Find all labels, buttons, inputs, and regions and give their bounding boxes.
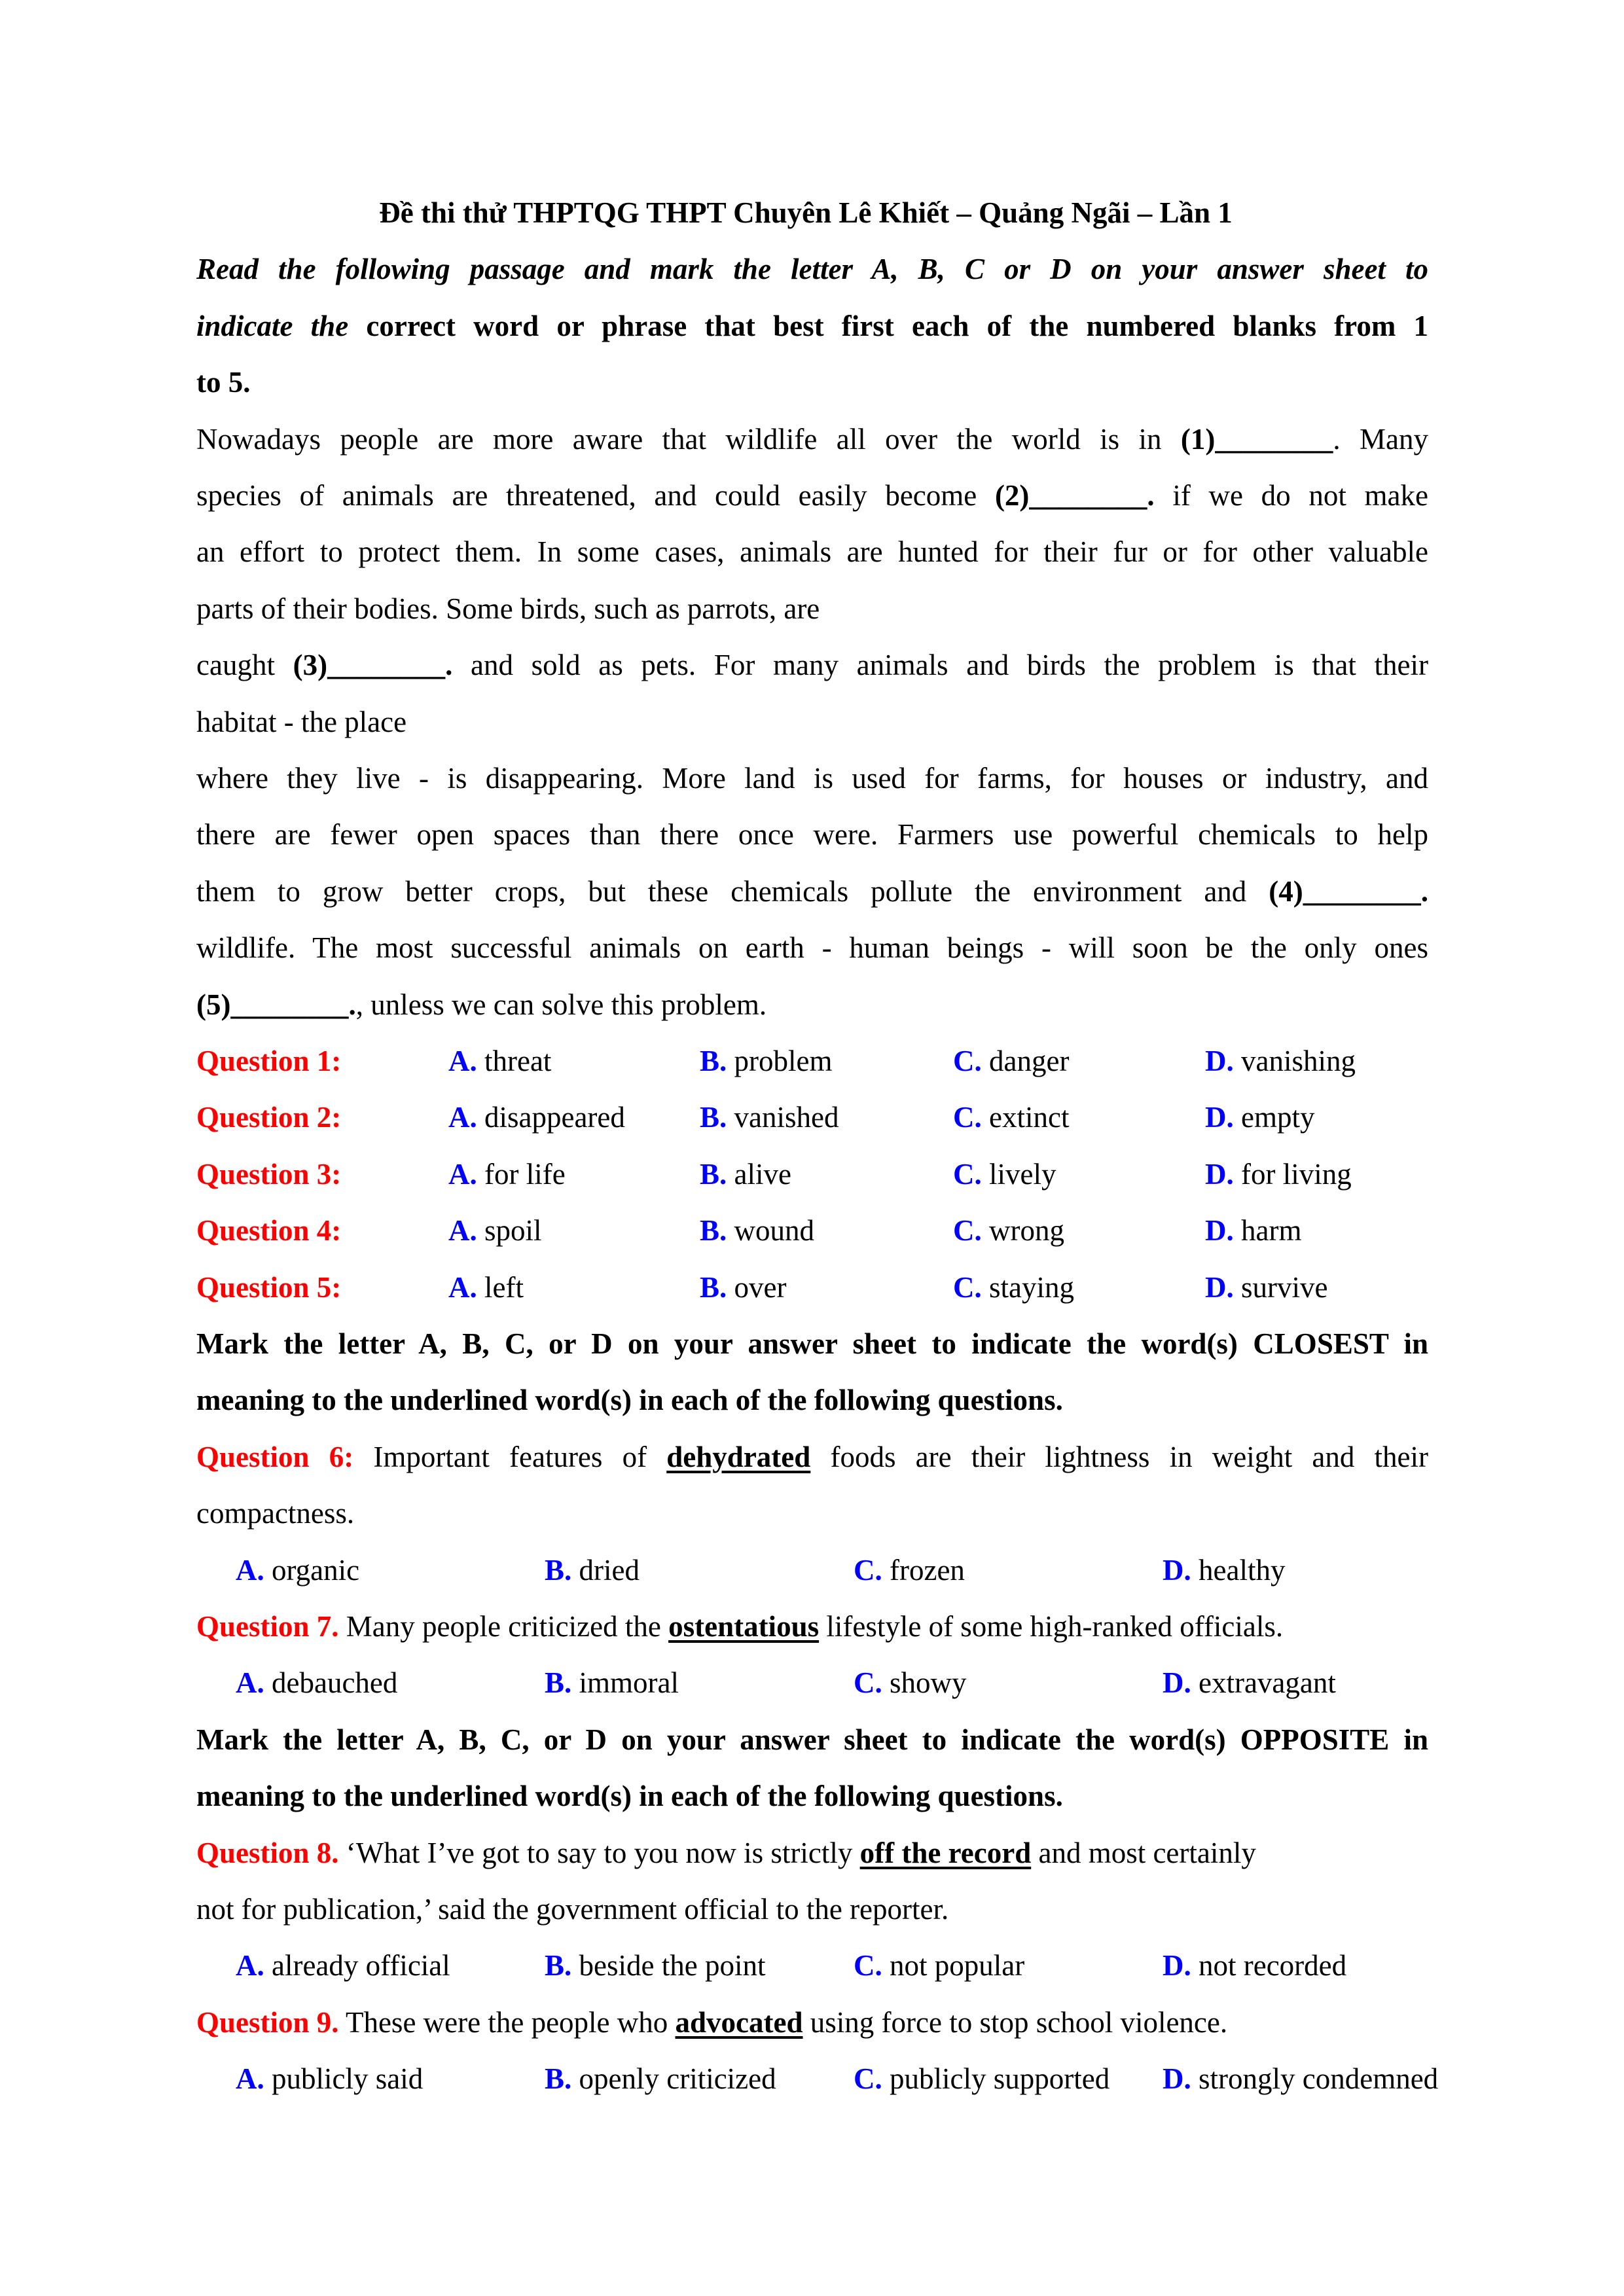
blank-2: (2)________. [994, 479, 1155, 512]
option-letter: A. [448, 1270, 477, 1304]
option-text: healthy [1199, 1553, 1286, 1587]
passage-line: where they live - is disappearing. More land is used for farms, for houses or industry, and [196, 762, 1428, 795]
question-row-1 [196, 1033, 1428, 1089]
question-label: Question 3: [196, 1157, 342, 1191]
option-letter: C. [953, 1157, 982, 1191]
option-a[interactable] [448, 1033, 551, 1089]
option-letter: D. [1205, 1270, 1234, 1304]
exam-page [196, 185, 1439, 2108]
option-text: disappeared [484, 1101, 625, 1134]
option-letter: B. [700, 1214, 727, 1247]
stem-text: and most certainly [1031, 1836, 1256, 1869]
option-letter: D. [1163, 1666, 1191, 1700]
option-letter: D. [1163, 2062, 1191, 2096]
passage-line [196, 411, 1428, 467]
option-text: strongly condemned [1199, 2062, 1439, 2096]
stem-text: foods are their lightness in weight and their [810, 1440, 1429, 1473]
passage-text: them to grow better crops, but these chemicals pollute the environment and [196, 874, 1269, 908]
option-text: publicly said [272, 2062, 424, 2096]
option-letter: C. [953, 1270, 982, 1304]
option-text: over [734, 1270, 787, 1304]
option-text: threat [484, 1045, 552, 1078]
option-letter: A. [236, 1553, 264, 1587]
instruction-bold: correct word or phrase that best first each of the numbered blanks from 1 [348, 309, 1429, 342]
option-c[interactable] [953, 1259, 1074, 1316]
option-text: wrong [989, 1214, 1064, 1247]
question-row-4 [196, 1202, 1428, 1259]
option-d[interactable] [1163, 1542, 1285, 1598]
instruction-line: meaning to the underlined word(s) in each of the following questions. [196, 1384, 1063, 1417]
question-row-2 [196, 1089, 1428, 1145]
option-text: staying [989, 1270, 1074, 1304]
question-label: Question 8. [196, 1836, 339, 1869]
option-letter: C. [854, 1553, 882, 1587]
option-letter: A. [448, 1045, 477, 1078]
passage-line: an effort to protect them. In some cases, animals are hunted for their fur or for other valuable [196, 535, 1428, 569]
stem-text: Many people criticized the [338, 1610, 669, 1643]
question-6-stem-cont: compactness. [196, 1497, 355, 1530]
option-letter: D. [1205, 1214, 1234, 1247]
instruction-line: Mark the letter A, B, C, or D on your answer sheet to indicate the word(s) OPPOSITE in [196, 1723, 1428, 1756]
option-d[interactable] [1205, 1089, 1314, 1145]
passage-line [196, 863, 1428, 920]
option-text: beside the point [579, 1949, 766, 1982]
option-text: showy [890, 1666, 967, 1700]
option-letter: A. [236, 1666, 264, 1700]
option-text: lively [989, 1157, 1056, 1191]
passage-text: Nowadays people are more aware that wildlife all over the world is in [196, 422, 1181, 456]
passage-text: species of animals are threatened, and could easily become [196, 479, 995, 512]
question-6-options [196, 1542, 1428, 1598]
option-text: immoral [579, 1666, 679, 1700]
underlined-word: dehydrated [666, 1440, 811, 1473]
option-text: debauched [272, 1666, 398, 1700]
option-letter: D. [1163, 1949, 1191, 1982]
option-c[interactable] [953, 1033, 1069, 1089]
option-letter: B. [545, 1666, 572, 1700]
option-a[interactable] [448, 1089, 625, 1145]
option-c[interactable] [854, 1655, 967, 1711]
instruction-italic: indicate the [196, 309, 349, 342]
option-text: for life [484, 1157, 566, 1191]
option-letter: C. [953, 1101, 982, 1134]
instruction-line: Read the following passage and mark the letter A, B, C or D on your answer sheet to [196, 253, 1428, 286]
blank-3: (3)________. [293, 649, 453, 682]
option-text: survive [1241, 1270, 1328, 1304]
option-text: wound [734, 1214, 815, 1247]
option-letter: B. [700, 1157, 727, 1191]
option-b[interactable] [545, 1542, 640, 1598]
passage-line [196, 637, 1428, 693]
option-b[interactable] [700, 1033, 832, 1089]
question-8-stem-cont: not for publication,’ said the government official to the reporter. [196, 1893, 949, 1926]
question-label: Question 4: [196, 1214, 342, 1247]
question-label: Question 1: [196, 1045, 342, 1078]
option-d[interactable] [1163, 1655, 1336, 1711]
option-text: harm [1241, 1214, 1302, 1247]
option-letter: C. [953, 1214, 982, 1247]
option-a[interactable] [448, 1146, 566, 1202]
option-text: for living [1241, 1157, 1352, 1191]
option-b[interactable] [545, 1655, 679, 1711]
stem-text: using force to stop school violence. [803, 2005, 1228, 2039]
question-8-options [196, 1937, 1428, 1994]
option-letter: D. [1205, 1101, 1234, 1134]
option-letter: B. [700, 1045, 727, 1078]
underlined-word: off the record [859, 1836, 1032, 1869]
option-c[interactable] [953, 1089, 1069, 1145]
option-text: dried [579, 1553, 640, 1587]
question-row-3 [196, 1146, 1428, 1202]
option-letter: C. [854, 2062, 882, 2096]
option-text: problem [734, 1045, 833, 1078]
stem-text: Important features of [353, 1440, 667, 1473]
option-letter: A. [448, 1157, 477, 1191]
option-c[interactable] [854, 2051, 1110, 2107]
passage-text: and sold as pets. For many animals and birds the problem is that their [452, 649, 1428, 682]
option-letter: B. [545, 1553, 572, 1587]
option-c[interactable] [854, 1937, 1024, 1994]
option-b[interactable] [700, 1202, 814, 1259]
option-text: not recorded [1199, 1949, 1347, 1982]
option-d[interactable] [1163, 1937, 1346, 1994]
question-label: Question 9. [196, 2005, 339, 2039]
instruction-line: Mark the letter A, B, C, or D on your answer sheet to indicate the word(s) CLOSEST in [196, 1327, 1428, 1361]
option-text: frozen [890, 1553, 965, 1587]
option-d[interactable] [1205, 1202, 1301, 1259]
passage-line: parts of their bodies. Some birds, such as parrots, are [196, 592, 820, 625]
instruction-line [196, 298, 1428, 354]
passage-text: caught [196, 649, 293, 682]
option-text: extravagant [1199, 1666, 1336, 1700]
option-text: vanishing [1241, 1045, 1356, 1078]
question-9-stem [196, 1994, 1428, 2051]
option-text: extinct [989, 1101, 1070, 1134]
question-9-options [196, 2051, 1439, 2107]
option-letter: A. [236, 1949, 264, 1982]
option-letter: D. [1163, 1553, 1191, 1587]
option-d[interactable] [1205, 1259, 1327, 1316]
passage-line [196, 977, 1428, 1033]
option-letter: B. [700, 1101, 727, 1134]
option-b[interactable] [700, 1259, 786, 1316]
option-b[interactable] [700, 1089, 839, 1145]
option-letter: D. [1205, 1157, 1234, 1191]
option-text: danger [989, 1045, 1070, 1078]
underlined-word: advocated [675, 2005, 803, 2039]
question-8-stem [196, 1825, 1428, 1881]
passage-line [196, 467, 1428, 524]
option-letter: A. [448, 1214, 477, 1247]
exam-title: Đề thi thử THPTQG THPT Chuyên Lê Khiết – Quảng Ngãi – Lần 1 [379, 196, 1233, 229]
option-d[interactable] [1205, 1033, 1356, 1089]
stem-text: lifestyle of some high-ranked officials. [819, 1610, 1284, 1643]
option-letter: A. [236, 2062, 264, 2096]
stem-text: ‘What I’ve got to say to you now is strictly [338, 1836, 860, 1869]
option-c[interactable] [953, 1146, 1056, 1202]
option-letter: B. [545, 2062, 572, 2096]
cloze-questions [196, 1033, 1428, 1316]
instruction-line: to 5. [196, 366, 251, 399]
question-label: Question 5: [196, 1270, 342, 1304]
option-b[interactable] [700, 1146, 791, 1202]
option-text: already official [272, 1949, 450, 1982]
passage-line: wildlife. The most successful animals on earth - human beings - will soon be the only ones [196, 931, 1428, 965]
question-label: Question 2: [196, 1101, 342, 1134]
passage-text: . Many [1333, 422, 1428, 456]
question-7-stem [196, 1598, 1428, 1655]
option-a[interactable] [236, 1655, 397, 1711]
option-text: vanished [734, 1101, 839, 1134]
stem-text: These were the people who [338, 2005, 676, 2039]
option-text: publicly supported [890, 2062, 1110, 2096]
option-a[interactable] [236, 2051, 423, 2107]
option-a[interactable] [448, 1259, 524, 1316]
option-b[interactable] [545, 2051, 776, 2107]
option-letter: C. [953, 1045, 982, 1078]
option-letter: B. [700, 1270, 727, 1304]
passage-text: if we do not make [1154, 479, 1428, 512]
option-text: not popular [890, 1949, 1025, 1982]
option-text: left [484, 1270, 524, 1304]
option-a[interactable] [236, 1937, 450, 1994]
underlined-word: ostentatious [668, 1610, 820, 1643]
option-d[interactable] [1205, 1146, 1352, 1202]
passage-line: there are fewer open spaces than there once were. Farmers use powerful chemicals to help [196, 818, 1428, 852]
option-b[interactable] [545, 1937, 765, 1994]
option-text: alive [734, 1157, 791, 1191]
passage-line: habitat - the place [196, 705, 407, 738]
option-d[interactable] [1163, 2051, 1438, 2107]
option-letter: B. [545, 1949, 572, 1982]
option-letter: D. [1205, 1045, 1234, 1078]
option-a[interactable] [236, 1542, 359, 1598]
option-letter: A. [448, 1101, 477, 1134]
option-a[interactable] [448, 1202, 542, 1259]
option-c[interactable] [953, 1202, 1064, 1259]
question-6-stem [196, 1429, 1428, 1485]
option-letter: C. [854, 1949, 882, 1982]
instruction-line: meaning to the underlined word(s) in each of the following questions. [196, 1780, 1063, 1813]
blank-5: (5)________. [196, 988, 356, 1021]
blank-1: (1)________ [1180, 422, 1333, 456]
question-label: Question 6: [196, 1440, 354, 1473]
blank-4: (4)________. [1269, 874, 1428, 908]
option-c[interactable] [854, 1542, 965, 1598]
question-row-5 [196, 1259, 1428, 1316]
option-text: organic [272, 1553, 360, 1587]
option-letter: C. [854, 1666, 882, 1700]
option-text: empty [1241, 1101, 1315, 1134]
passage-text: , unless we can solve this problem. [355, 988, 767, 1021]
question-label: Question 7. [196, 1610, 339, 1643]
option-text: spoil [484, 1214, 542, 1247]
question-7-options [196, 1655, 1428, 1711]
option-text: openly criticized [579, 2062, 776, 2096]
